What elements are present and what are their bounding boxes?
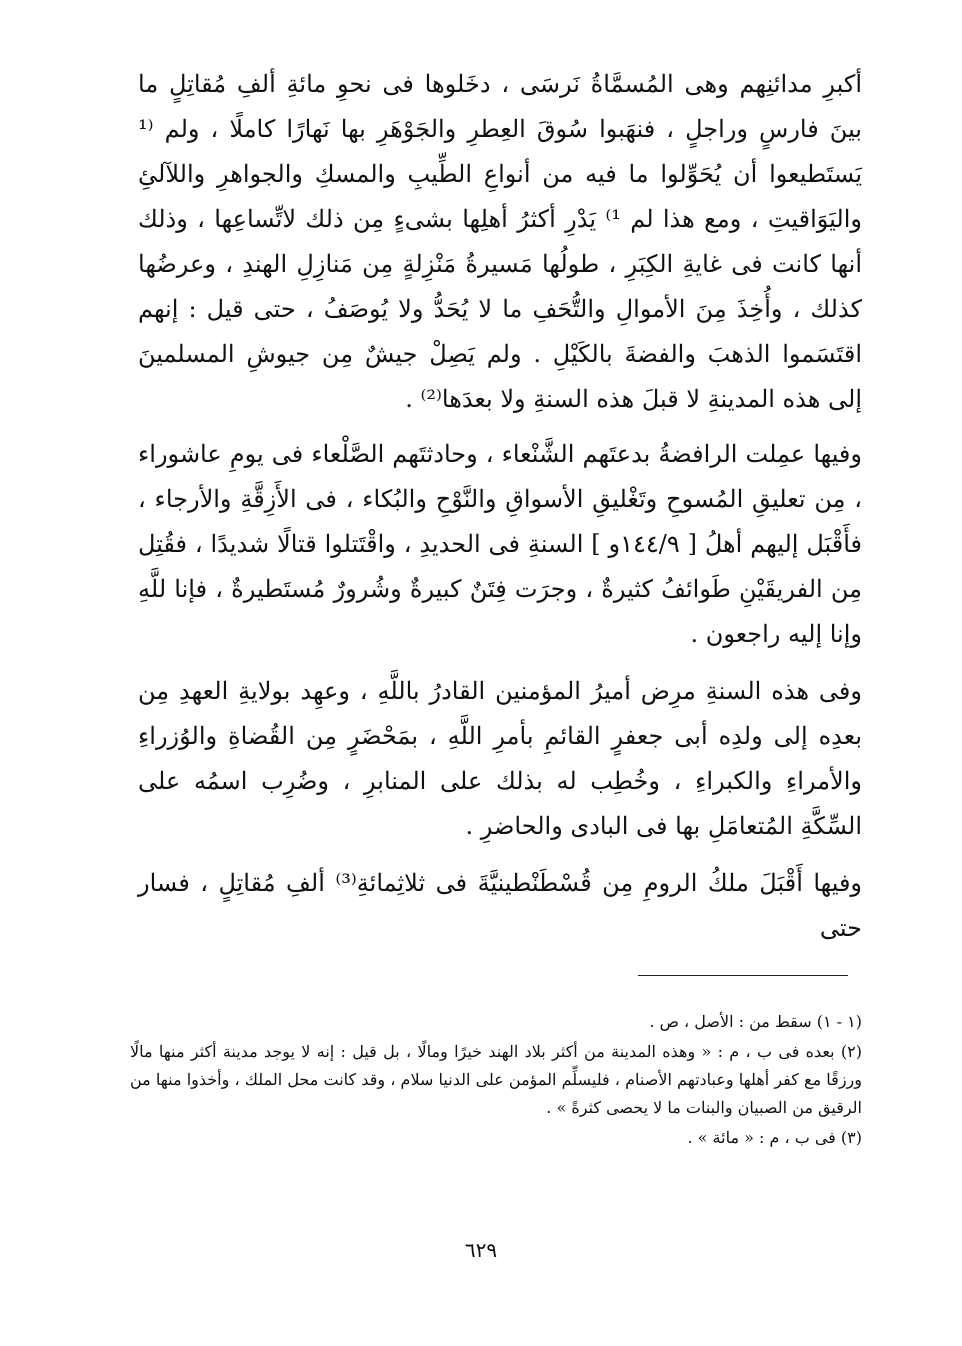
footnote-separator [638,975,848,976]
footnote-2: (٢) بعده فى ب ، م : « وهذه المدينة من أكثر بلاد الهند خيرًا ومالًا ، بل قيل : إنه لا يوجد مدينة أكثر منها مالًا ورزقًا مع كفر أهلها وعبادتهم الأصنام ، فليسلِّم المؤمن على الدنيا سلام ، وقد كانت محل الملك ، وأخذوا منها من الرقيق من الصبيان والبنات ما لا يحصى كثرةً » . [130,1042,862,1117]
paragraph-2: وفيها عمِلت الرافضةُ بدعتَهم الشَّنْعاء ، وحادثتَهم الصَّلْعاء فى يومِ عاشوراء ، مِن تعليقِ المُسوحِ وتَغْليقِ الأسواقِ والنَّوْحِ والبُكاء ، فى الأَزِقَّةِ والأرجاء ، فأَقْبَل إليهم أهلُ [ ١٤٤/٩و ] السنةِ فى الحديدِ ، واقْتَتلوا قتالًا شديدًا ، فقُتِل مِن الفريقَيْنِ طَوائفُ كثيرةٌ ، وجرَت فِتَنٌ كبيرةٌ وشُرورٌ مُستَطيرةٌ ، فإنا للَّهِ وإنا إليه راجعون . [138,440,863,648]
footnotes [130,1008,862,1154]
footnote-1: (١ - ١) سقط من : الأصل ، ص . [649,1012,862,1031]
main-text [138,62,862,963]
footnote-3: (٣) فى ب ، م : « مائة » . [687,1128,862,1147]
page-number: ٦٢٩ [464,1238,498,1262]
paragraph-1: أكبرِ مدائنِهم وهى المُسمَّاةُ نَرسَى ، دخَلوها فى نحوِ مائةِ ألفِ مُقاتِلٍ ما بينَ فارسٍ وراجلٍ ، فنهَبوا سُوقَ العِطرِ والجَوْهَرِ بها نَهارًا كاملًا ، ولم ⁽¹ يَستَطيعوا أن يُحَوِّلوا ما فيه من أنواعِ الطِّيبِ والمسكِ والجواهرِ واللآلئِ واليَوَاقيتِ ، ومع هذا لم ¹⁾ يَدْرِ أكثرُ أهلِها بشىءٍ مِن ذلك لاتِّساعِها ، وذلك أنها كانت فى غايةِ الكِبَرِ ، طولُها مَسيرةُ مَنْزِلةٍ مِن مَنازِلِ الهندِ ، وعرضُها كذلك ، وأُخِذَ مِنَ الأموالِ والتُّحَفِ ما لا يُحَدُّ ولا يُوصَفُ ، حتى قيل : إنهم اقتَسَموا الذهبَ والفضةَ بالكَيْلِ . ولم يَصِلْ جيشٌ مِن جيوشِ المسلمينَ إلى هذه المدينةِ لا قبلَ هذه السنةِ ولا بعدَها⁽²⁾ . [138,70,862,413]
paragraph-4: وفيها أَقْبَلَ ملكُ الرومِ مِن قُسْطَنْطينيَّةَ فى ثلاثِمائةِ⁽³⁾ ألفِ مُقاتِلٍ ، فسار حتى [138,869,863,942]
paragraph-3: وفى هذه السنةِ مرِض أميرُ المؤمنين القادرُ باللَّهِ ، وعهِد بولايةِ العهدِ مِن بعدِه إلى ولدِه أبى جعفرٍ القائمِ بأمرِ اللَّهِ ، بمَحْضَرٍ مِن القُضاةِ والوُزراءِ والأمراءِ والكبراءِ ، وخُطِب له بذلك على المنابرِ ، وضُرِب اسمُه على السِّكَّةِ المُتعامَلِ بها فى البادى والحاضرِ . [138,677,862,840]
